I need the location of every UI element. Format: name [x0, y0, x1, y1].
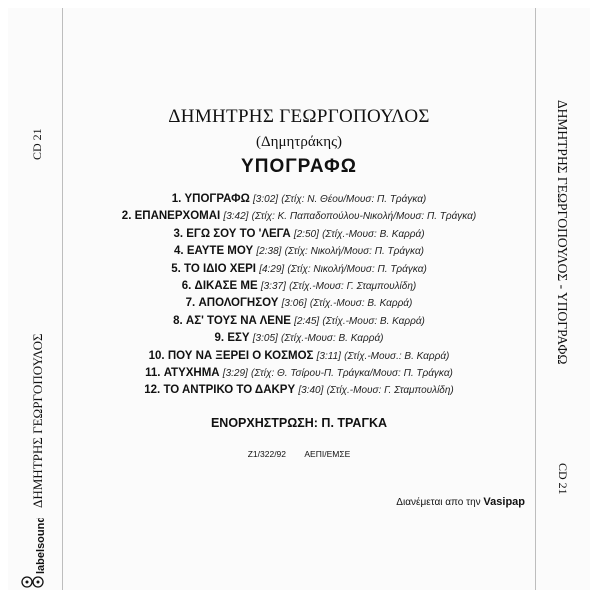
track-credits: (Στίχ.-Μουσ: Β. Καρρά): [309, 298, 413, 310]
track-duration: [2:50]: [293, 228, 319, 240]
track-number: 12.: [144, 384, 161, 397]
track-number: 8.: [173, 314, 183, 327]
track-title: ΑΣ' ΤΟΥΣ ΝΑ ΛΕΝΕ: [185, 314, 291, 327]
track-title: ΑΠΟΛΟΓΗΣΟΥ: [198, 297, 279, 310]
track-row: [63, 313, 535, 330]
track-number: 4.: [174, 245, 184, 258]
track-credits: (Στίχ: Ν. Θέου/Μουσ: Π. Τράγκα): [281, 194, 427, 205]
track-title: ΥΠΟΓΡΑΦΩ: [184, 193, 250, 205]
track-duration: [2:45]: [294, 315, 320, 327]
track-duration: [3:11]: [316, 350, 341, 362]
track-credits: (Στίχ: Κ. Παπαδοπούλου-Νικολή/Μουσ: Π. Τράγκα): [251, 211, 477, 223]
track-credits: (Στίχ.-Μουσ: Β. Καρρά): [322, 315, 425, 327]
track-duration: [3:02]: [253, 194, 279, 205]
track-duration: [3:42]: [223, 211, 249, 223]
track-credits: (Στίχ.-Μουσ: Β. Καρρά): [281, 333, 384, 345]
track-credits: (Στίχ.-Μουσ: Γ. Σταμπουλίδη): [326, 385, 454, 397]
track-list: [63, 191, 535, 400]
album-title: ΥΠΟΓΡΑΦΩ: [241, 156, 357, 177]
left-spine-cd-code: CD 21: [30, 128, 44, 160]
track-credits: (Στίχ: Νικολή/Μουσ: Π. Τράγκα): [284, 246, 424, 258]
labelsound-logo-text: labelsound: [35, 518, 47, 574]
track-number: 6.: [181, 279, 192, 292]
track-duration: [3:06]: [281, 298, 307, 310]
track-number: 3.: [173, 227, 184, 240]
left-spine: [8, 8, 63, 590]
cd-back-cover: [8, 8, 590, 590]
track-row: [63, 295, 535, 312]
track-row: [63, 278, 535, 295]
track-row: [63, 330, 535, 347]
track-number: 1.: [171, 193, 182, 205]
track-number: 11.: [145, 366, 161, 379]
track-number: 9.: [214, 332, 225, 345]
track-credits: (Στίχ.-Μουσ: Γ. Σταμπουλίδη): [289, 280, 417, 292]
track-credits: (Στίχ: Νικολή/Μουσ: Π. Τράγκα): [287, 263, 427, 275]
track-title: ΕΑΥΤΕ ΜΟΥ: [186, 245, 254, 258]
distribution-prefix: Διανέμεται απο την: [396, 497, 481, 508]
track-credits: (Στίχ.-Μουσ: Β. Καρρά): [322, 228, 425, 240]
track-row: [63, 243, 535, 260]
track-row: [63, 365, 535, 382]
track-title: ΔΙΚΑΣΕ ΜΕ: [194, 279, 258, 292]
cover-main: [63, 8, 535, 590]
distributor-name: Vasipap: [483, 496, 525, 508]
track-title: ΠΟΥ ΝΑ ΞΕΡΕΙ Ο ΚΟΣΜΟΣ: [167, 349, 314, 362]
track-duration: [3:40]: [298, 385, 324, 397]
catalog-line: [63, 449, 535, 459]
track-title: ΕΠΑΝΕΡΧΟΜΑΙ: [134, 210, 221, 223]
track-row: [63, 382, 535, 399]
track-duration: [4:29]: [259, 263, 285, 275]
track-number: 10.: [148, 349, 165, 362]
track-credits: (Στίχ.-Μουσ.: Β. Καρρά): [344, 350, 450, 362]
track-row: [63, 208, 535, 225]
labelsound-logo: [14, 518, 52, 588]
track-row: [63, 226, 535, 243]
track-duration: [3:29]: [222, 367, 248, 379]
track-duration: [2:38]: [256, 246, 282, 258]
track-number: 7.: [185, 297, 196, 310]
track-credits: (Στίχ: Θ. Τσίρου-Π. Τράγκα/Μουσ: Π. Τράγκα): [251, 367, 453, 379]
track-title: ΑΤΥΧΗΜΑ: [163, 366, 220, 379]
track-row: [63, 261, 535, 278]
artist-alias: (Δημητράκης): [255, 134, 343, 150]
track-number: 2.: [121, 210, 132, 223]
track-title: ΕΣΥ: [227, 332, 250, 345]
catalog-code: Ζ1/322/92: [247, 449, 287, 459]
track-title: ΕΓΩ ΣΟΥ ΤΟ 'ΛΕΓΑ: [186, 227, 291, 240]
orchestration-credit: ΕΝΟΡΧΗΣΤΡΩΣΗ: Π. ΤΡΑΓΚΑ: [210, 416, 388, 430]
track-title: ΤΟ ΑΝΤΡΙΚΟ ΤΟ ΔΑΚΡΥ: [163, 384, 296, 397]
left-spine-artist: ΔΗΜΗΤΡΗΣ ΓΕΩΡΓΟΠΟΥΛΟΣ: [30, 333, 45, 508]
right-spine-title: ΔΗΜΗΤΡΗΣ ΓΕΩΡΓΟΠΟΥΛΟΣ - ΥΠΟΓΡΑΦΩ: [555, 100, 570, 365]
track-duration: [3:37]: [260, 280, 286, 292]
track-number: 5.: [171, 262, 181, 275]
right-spine-cd-code: CD 21: [556, 463, 570, 495]
artist-name: ΔΗΜΗΤΡΗΣ ΓΕΩΡΓΟΠΟΥΛΟΣ: [168, 106, 430, 127]
track-duration: [3:05]: [252, 333, 278, 345]
distribution-note: [396, 496, 525, 508]
labelsound-logo-icon: [14, 518, 52, 588]
rights-society: ΑΕΠΙ/ΕΜΣΕ: [304, 449, 351, 459]
right-spine: [535, 8, 590, 590]
track-row: [63, 191, 535, 208]
track-title: ΤΟ ΙΔΙΟ ΧΕΡΙ: [184, 262, 256, 275]
track-row: [63, 348, 535, 365]
